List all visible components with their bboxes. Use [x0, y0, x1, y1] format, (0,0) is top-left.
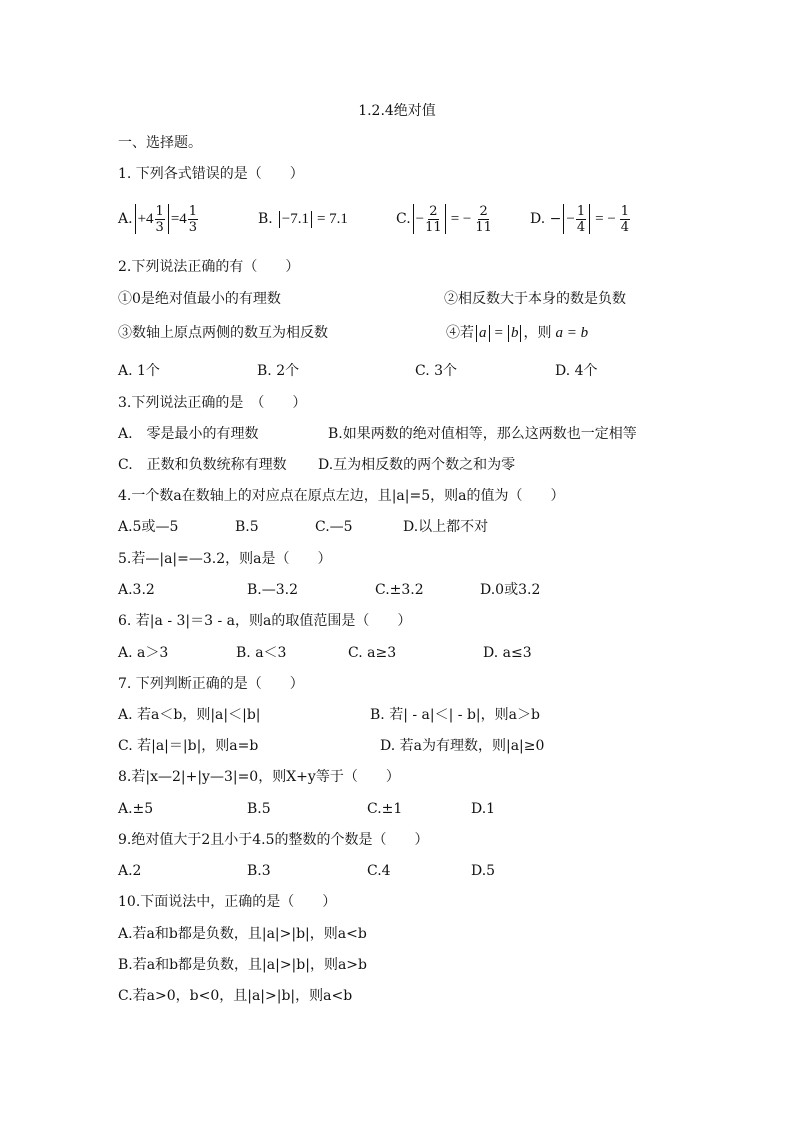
q1-b-label: B. [258, 211, 273, 227]
abs-bar-right [489, 325, 490, 342]
q1-a-sign: +4 [137, 210, 154, 227]
q1-a-label: A. [118, 211, 133, 227]
q10-option-b[interactable]: B.若a和b都是负数，且|a|>|b|，则a>b [118, 957, 367, 973]
q3-option-b[interactable]: B.如果两数的绝对值相等，那么这两数也一定相等 [328, 426, 637, 442]
q8-option-d[interactable]: D.1 [471, 801, 496, 817]
abs-bar-left [476, 325, 477, 342]
q1-c-sign: − [415, 210, 425, 227]
q6-option-a[interactable]: A. a＞3 [118, 645, 169, 661]
q2-statement-2: ②相反数大于本身的数是负数 [444, 291, 626, 307]
q5-option-a[interactable]: A.3.2 [118, 582, 155, 598]
q7-option-a[interactable]: A. 若a＜b，则|a|＜|b| [118, 707, 261, 723]
q5-option-c[interactable]: C.±3.2 [375, 582, 424, 598]
q1-option-d[interactable] [530, 202, 631, 236]
q9-option-a[interactable]: A.2 [118, 863, 142, 879]
q5-option-b[interactable]: B.—3.2 [247, 582, 299, 598]
q3-stem: 3.下列说法正确的是 （ ） [118, 395, 307, 411]
abs-bar-left [279, 211, 280, 228]
q2-option-b[interactable]: B. 2个 [257, 363, 300, 379]
q10-option-c[interactable]: C.若a>0，b<0，且|a|>|b|，则a<b [118, 988, 353, 1004]
abs-bar-right [168, 204, 169, 234]
q1-c-fraction-2: $\frac{2}{11}$ [475, 203, 492, 235]
q7-stem: 7. 下列判断正确的是（ ） [118, 676, 304, 692]
q8-stem: 8.若|x—2|+|y—3|=0，则X+y等于（ ） [118, 769, 400, 785]
abs-bar-right [589, 204, 590, 234]
q1-option-c[interactable] [396, 202, 493, 236]
abs-bar-right [520, 325, 521, 342]
q2-stem: 2.下列说法正确的有（ ） [118, 259, 300, 275]
q6-stem: 6. 若|a - 3|＝3 - a，则a的取值范围是（ ） [118, 613, 412, 629]
abs-bar-left [563, 204, 564, 234]
q6-option-d[interactable]: D. a≤3 [483, 645, 532, 661]
q1-c-label: C. [396, 211, 411, 227]
q2-option-d[interactable]: D. 4个 [555, 363, 598, 379]
q4-option-c[interactable]: C.—5 [315, 519, 353, 535]
abs-bar-right [445, 204, 446, 234]
q4-option-d[interactable]: D.以上都不对 [403, 519, 489, 535]
page-title: 1.2.4绝对值 [358, 103, 436, 119]
q7-option-c[interactable]: C. 若|a|＝|b|，则a=b [118, 738, 259, 754]
q1-d-label: D. − [530, 211, 562, 227]
q3-option-d[interactable]: D.互为相反数的两个数之和为零 [318, 457, 516, 473]
q3-option-c[interactable]: C. 正数和负数统称有理数 [118, 457, 287, 473]
q2-statement-4: ④若 a = b ，则 a = b [446, 325, 589, 341]
q9-option-b[interactable]: B.3 [247, 863, 271, 879]
q8-option-b[interactable]: B.5 [247, 801, 271, 817]
q3-option-a[interactable]: A. 零是最小的有理数 [118, 426, 259, 442]
q10-option-a[interactable]: A.若a和b都是负数，且|a|>|b|，则a<b [118, 926, 367, 942]
q8-option-a[interactable]: A.±5 [118, 801, 154, 817]
q5-option-d[interactable]: D.0或3.2 [480, 582, 541, 598]
q1-d-fraction-2: $\frac{1}{4}$ [620, 203, 630, 235]
q9-option-d[interactable]: D.5 [471, 863, 496, 879]
q4-option-a[interactable]: A.5或—5 [118, 519, 179, 535]
q9-option-c[interactable]: C.4 [367, 863, 391, 879]
abs-bar-left [508, 325, 509, 342]
abs-bar-right [311, 211, 312, 228]
q1-a-fraction-2: $\frac{1}{3}$ [188, 203, 198, 235]
q1-c-fraction: $\frac{2}{11}$ [425, 203, 442, 235]
q4-option-b[interactable]: B.5 [235, 519, 259, 535]
q2-statement-1: ①0是绝对值最小的有理数 [118, 291, 281, 307]
q1-option-b[interactable] [258, 202, 348, 236]
q1-a-eq: =4 [170, 210, 187, 227]
q4-stem: 4.一个数a在数轴上的对应点在原点左边，且|a|=5，则a的值为（ ） [118, 488, 565, 504]
q6-option-b[interactable]: B. a＜3 [236, 645, 287, 661]
q1-b-eq: = 7.1 [316, 210, 348, 227]
q8-option-c[interactable]: C.±1 [367, 801, 403, 817]
q1-a-fraction: $\frac{1}{3}$ [155, 203, 164, 235]
q1-stem: 1. 下列各式错误的是（ ） [118, 166, 304, 182]
q10-stem: 10.下面说法中，正确的是（ ） [118, 894, 337, 910]
q6-option-c[interactable]: C. a≥3 [348, 645, 397, 661]
q2-option-c[interactable]: C. 3个 [415, 363, 458, 379]
abs-bar-left [135, 204, 136, 234]
q1-d-fraction: $\frac{1}{4}$ [576, 203, 586, 235]
q7-option-b[interactable]: B. 若| - a|＜| - b|，则a＞b [370, 707, 540, 723]
q5-stem: 5.若—|a|=—3.2，则a是（ ） [118, 551, 332, 567]
q1-c-eq: = − [450, 210, 472, 227]
q2-statement-3: ③数轴上原点两侧的数互为相反数 [118, 325, 328, 341]
abs-bar-left [413, 204, 414, 234]
q1-d-eq: = − [595, 210, 616, 227]
q9-stem: 9.绝对值大于2且小于4.5的整数的个数是（ ） [118, 832, 429, 848]
q1-d-sign: − [566, 210, 575, 227]
q1-option-a[interactable] [118, 202, 199, 236]
section-heading: 一、选择题。 [118, 135, 202, 151]
q1-b-body: −7.1 [281, 210, 309, 227]
q7-option-d[interactable]: D. 若a为有理数，则|a|≥0 [380, 738, 545, 754]
q2-option-a[interactable]: A. 1个 [118, 363, 160, 379]
